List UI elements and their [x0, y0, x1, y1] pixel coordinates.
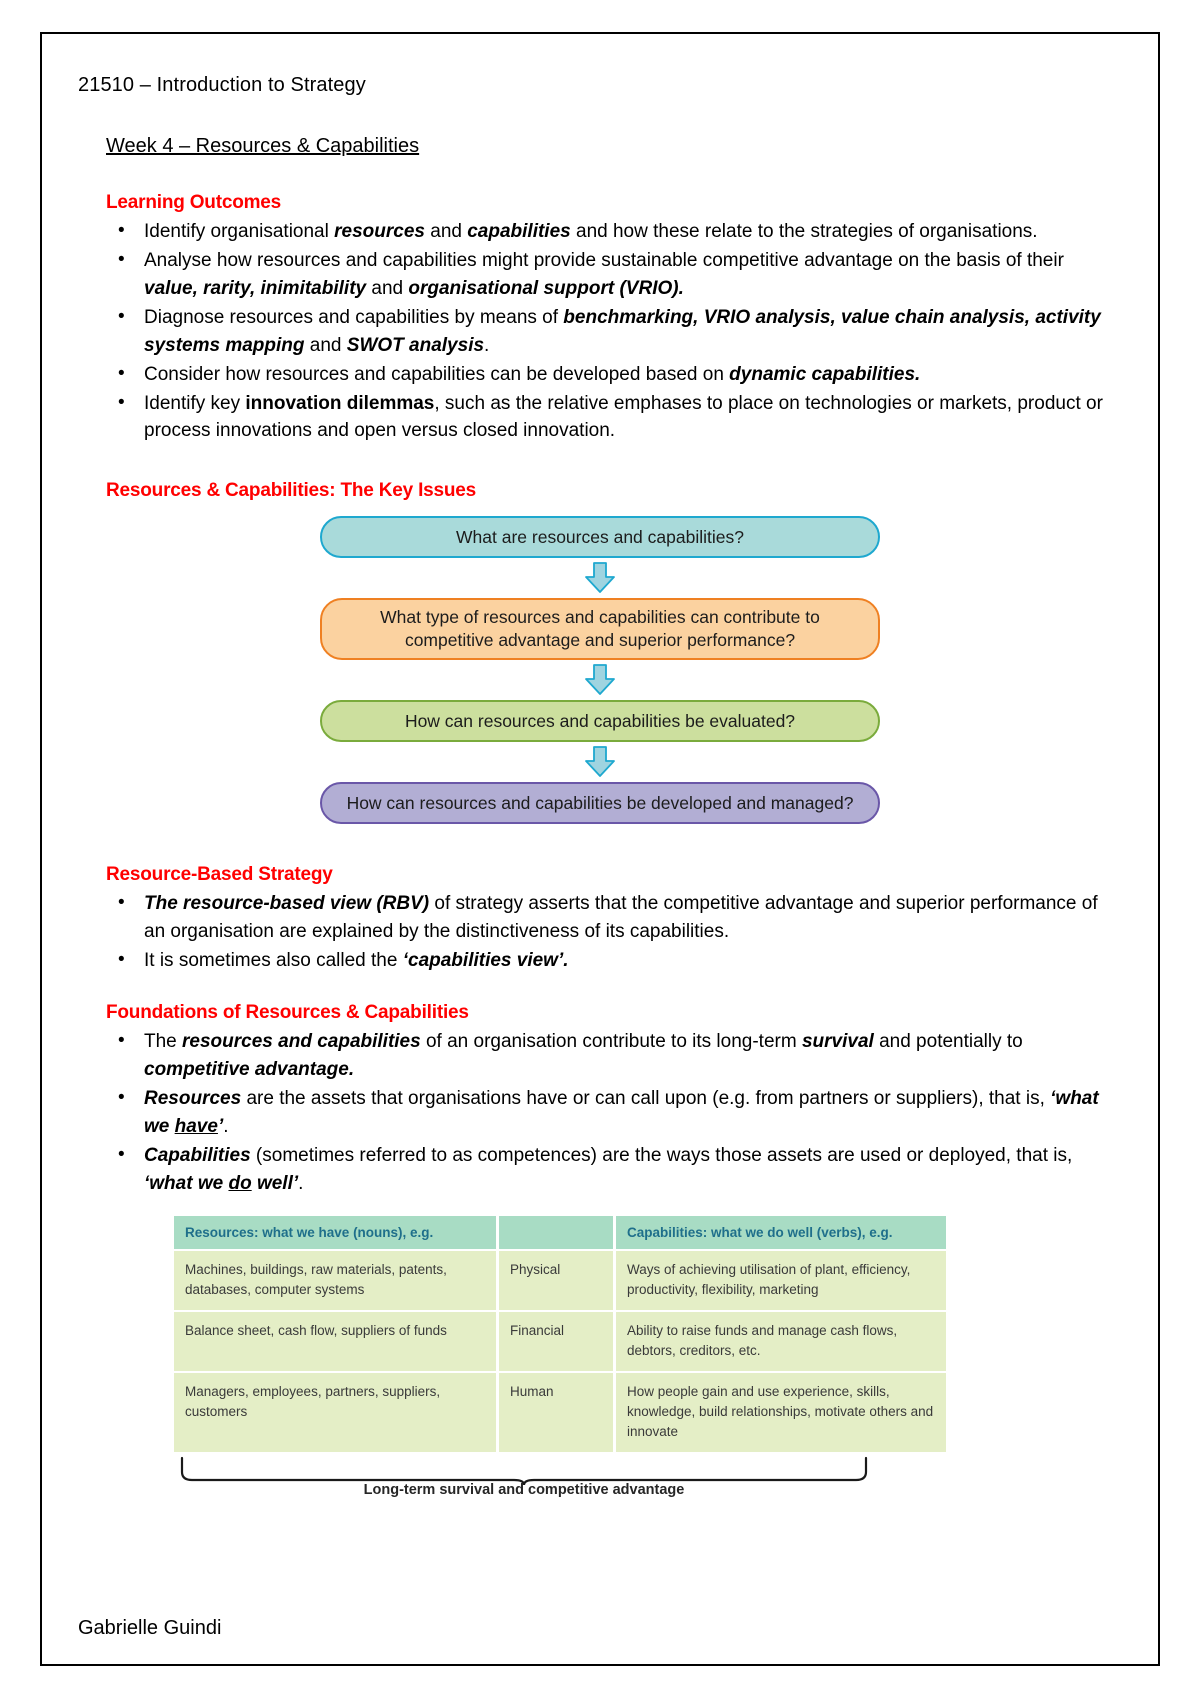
- text-run: organisational support (VRIO).: [408, 277, 684, 299]
- text-run: ’: [217, 1115, 224, 1137]
- text-run: Consider how resources and capabilities can be developed based on: [144, 363, 730, 385]
- flow-box-label: What type of resources and capabilities can contribute to competitive advantage and superior performance?: [380, 607, 820, 651]
- list-item: [106, 1028, 1122, 1084]
- text-run: do: [228, 1172, 252, 1194]
- flow-box-3: [320, 700, 880, 742]
- text-run: of strategy asserts that the competitive advantage and superior performance of an organisation are explained by the distinctiveness of its capabilities.: [144, 893, 1098, 943]
- cell-resources: Balance sheet, cash flow, suppliers of funds: [174, 1311, 498, 1372]
- learning-outcomes-list: [106, 218, 1122, 445]
- list-item: [106, 947, 1122, 975]
- text-run: are the assets that organisations have or can call upon (e.g. from partners or suppliers), that is,: [241, 1087, 1051, 1109]
- resources-capabilities-table-wrap: [174, 1216, 934, 1455]
- course-title: 21510 – Introduction to Strategy: [78, 74, 366, 96]
- text-run: It is sometimes also called the: [144, 950, 403, 972]
- text-run: SWOT analysis: [346, 334, 485, 356]
- text-run: Resources: [144, 1087, 242, 1109]
- resource-based-strategy-list: [106, 890, 1122, 975]
- table-header-row: [174, 1216, 946, 1251]
- text-run: Capabilities: [144, 1144, 251, 1166]
- author-name: Gabrielle Guindi: [78, 1617, 222, 1639]
- list-item: [106, 247, 1122, 303]
- column-header-category: [498, 1216, 615, 1251]
- text-run: .: [484, 334, 490, 356]
- flow-arrow-down-icon: [583, 746, 617, 778]
- text-run: resources and capabilities: [182, 1031, 421, 1053]
- text-run: capabilities: [467, 221, 571, 242]
- cell-capabilities: How people gain and use experience, skills, knowledge, build relationships, motivate others and innovate: [615, 1372, 947, 1453]
- week-heading: Week 4 – Resources & Capabilities: [106, 135, 420, 157]
- table-head: [174, 1216, 946, 1251]
- cell-resources: Managers, employees, partners, suppliers, customers: [174, 1372, 498, 1453]
- cell-category: Human: [498, 1372, 615, 1453]
- cell-resources: Machines, buildings, raw materials, patents, databases, computer systems: [174, 1250, 498, 1311]
- text-run: benchmarking, VRIO analysis, value chain analysis, activity systems mapping: [144, 306, 1101, 356]
- text-run: and: [366, 277, 409, 299]
- text-run: The: [144, 1031, 183, 1053]
- text-run: The resource-based view (RBV): [144, 893, 430, 915]
- text-run: and potentially to: [873, 1031, 1023, 1053]
- list-item: [106, 390, 1122, 446]
- text-run: Diagnose resources and capabilities by means of: [144, 306, 564, 328]
- column-header-resources: Resources: what we have (nouns), e.g.: [174, 1216, 498, 1251]
- table-row: [174, 1311, 946, 1372]
- text-run: resources: [334, 221, 425, 242]
- text-run: Identify organisational: [144, 221, 335, 242]
- key-issues-flowchart: [78, 516, 1122, 824]
- cell-category: Physical: [498, 1250, 615, 1311]
- text-run: dynamic capabilities.: [729, 363, 921, 385]
- table-body: [174, 1250, 946, 1453]
- flow-arrow-down-icon: [583, 664, 617, 696]
- table-row: [174, 1372, 946, 1453]
- flow-box-label: How can resources and capabilities be developed and managed?: [346, 792, 854, 813]
- text-run: ‘what we: [144, 1172, 229, 1194]
- section-heading-resource-based-strategy: Resource-Based Strategy: [106, 864, 333, 886]
- list-item: [106, 1085, 1122, 1141]
- table-caption: Long-term survival and competitive advantage: [363, 1482, 685, 1499]
- cell-category: Financial: [498, 1311, 615, 1372]
- text-run: Identify key: [144, 392, 246, 414]
- cell-capabilities: Ways of achieving utilisation of plant, efficiency, productivity, flexibility, marketing: [615, 1250, 947, 1311]
- list-item: [106, 1142, 1122, 1198]
- resources-capabilities-table: [174, 1216, 946, 1455]
- list-item: [106, 361, 1122, 389]
- table-row: [174, 1250, 946, 1311]
- text-run: Analyse how resources and capabilities might provide sustainable competitive advantage on the basis of their: [144, 249, 1064, 271]
- flow-box-1: [320, 516, 880, 558]
- text-run: (sometimes referred to as competences) are the ways those assets are used or deployed, that is,: [250, 1144, 1073, 1166]
- text-run: competitive advantage.: [144, 1059, 355, 1081]
- text-run: and: [304, 334, 347, 356]
- flow-box-4: [320, 782, 880, 824]
- text-run: value, rarity, inimitability: [144, 277, 367, 299]
- flow-box-2: [320, 598, 880, 660]
- text-run: ‘what we: [144, 1087, 1099, 1137]
- text-run: .: [223, 1115, 229, 1137]
- section-heading-learning-outcomes: Learning Outcomes: [106, 192, 282, 213]
- text-run: well’: [251, 1172, 299, 1194]
- text-run: ‘capabilities view’.: [402, 950, 569, 972]
- list-item: [106, 218, 1122, 246]
- flow-box-label: How can resources and capabilities be evaluated?: [404, 710, 796, 731]
- cell-capabilities: Ability to raise funds and manage cash flows, debtors, creditors, etc.: [615, 1311, 947, 1372]
- foundations-list: [106, 1028, 1122, 1198]
- table-brace-wrap: [174, 1456, 874, 1508]
- text-run: innovation dilemmas: [245, 392, 435, 414]
- text-run: of an organisation contribute to its long-term: [420, 1031, 802, 1053]
- text-run: survival: [801, 1031, 874, 1053]
- text-run: , such as the relative emphases to place on technologies or markets, product or process innovations and open versus closed innovation.: [144, 392, 1103, 442]
- section-heading-key-issues: Resources & Capabilities: The Key Issues: [106, 480, 477, 502]
- text-run: .: [298, 1172, 304, 1194]
- column-header-capabilities: Capabilities: what we do well (verbs), e.g.: [615, 1216, 947, 1251]
- section-heading-foundations: Foundations of Resources & Capabilities: [106, 1002, 469, 1024]
- flow-arrow-down-icon: [583, 562, 617, 594]
- text-run: and: [424, 221, 468, 242]
- list-item: [106, 890, 1122, 946]
- document-content: [40, 38, 1160, 1508]
- list-item: [106, 304, 1122, 360]
- text-run: have: [174, 1115, 218, 1137]
- text-run: and how these relate to the strategies of organisations.: [570, 221, 1038, 242]
- flow-box-label: What are resources and capabilities?: [456, 526, 744, 547]
